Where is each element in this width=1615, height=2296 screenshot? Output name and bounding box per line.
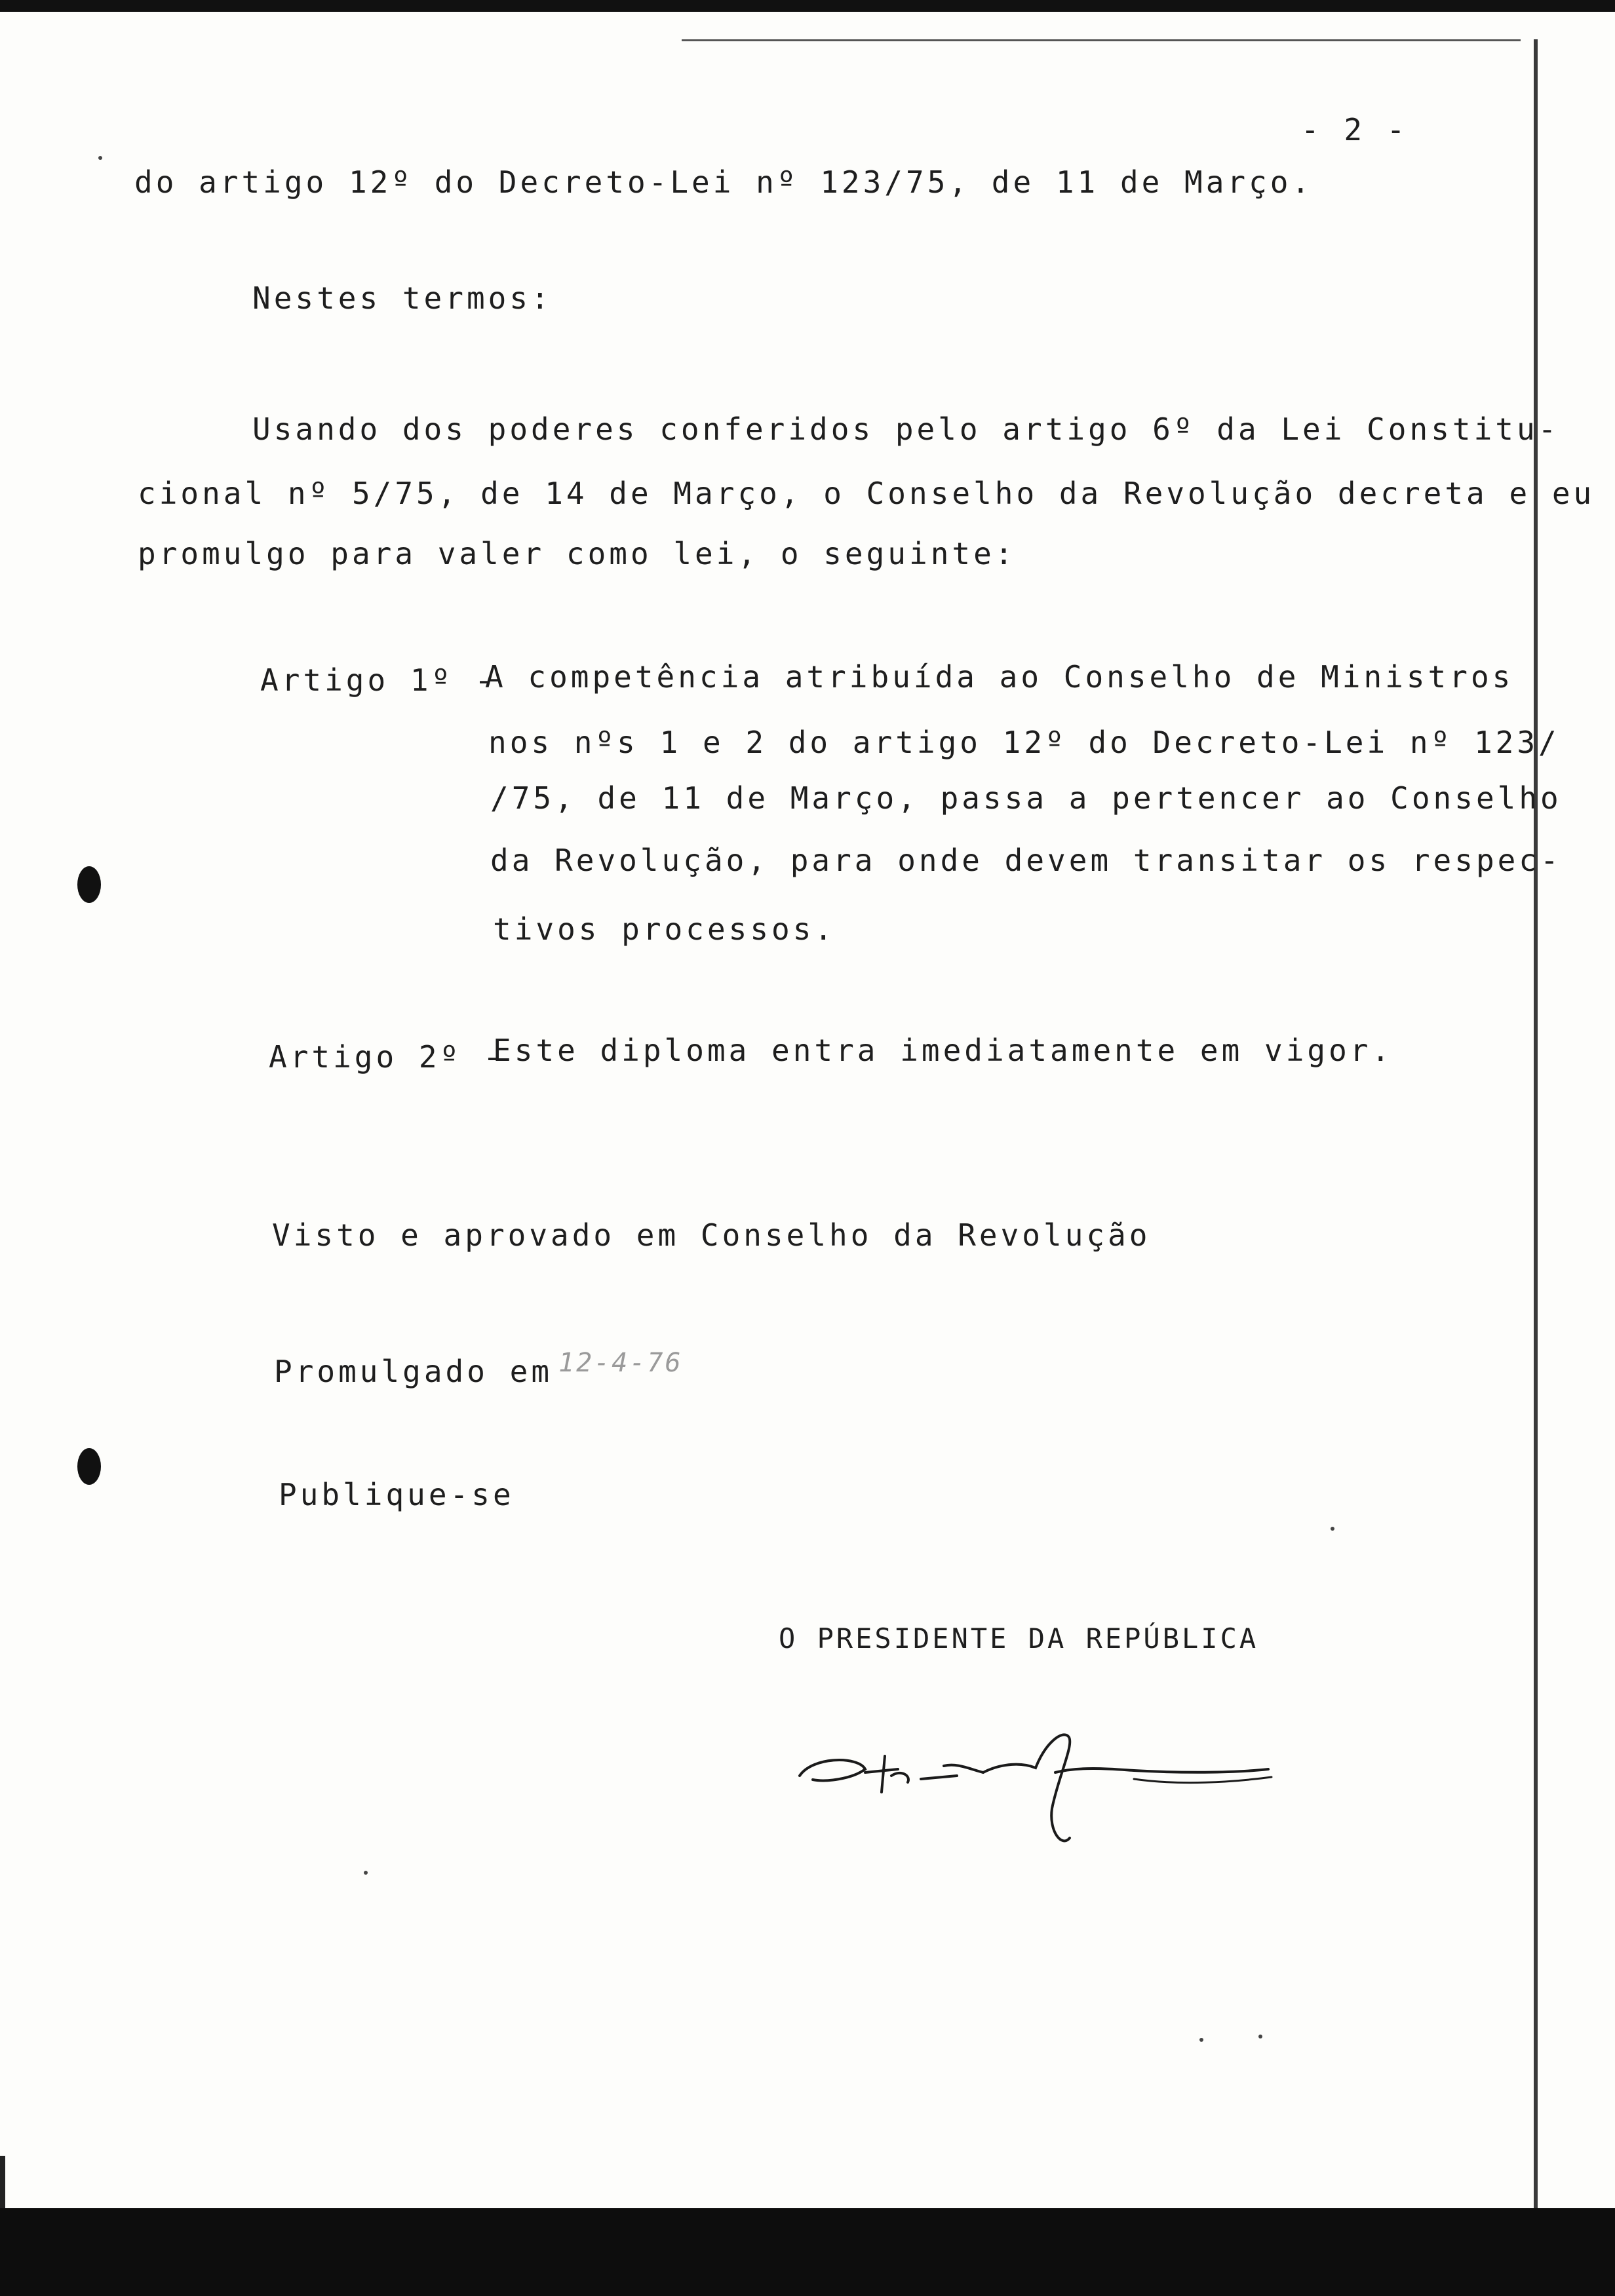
signatory-title: O PRESIDENTE DA REPÚBLICA — [779, 1622, 1259, 1655]
scan-speck — [98, 156, 102, 160]
scan-speck — [1331, 1527, 1334, 1531]
scan-border-bottom — [0, 2208, 1615, 2296]
article-2-label: Artigo 2º - — [269, 1039, 505, 1075]
scan-speck — [1258, 2035, 1262, 2038]
article-1-text-line: tivos processos. — [493, 911, 836, 947]
scan-rule-top — [682, 39, 1521, 41]
punch-hole-lower — [77, 1448, 101, 1485]
article-1-label: Artigo 1º - — [260, 662, 496, 698]
article-2-text-line: Este diploma entra imediatamente em vigor. — [493, 1033, 1393, 1068]
decree-line: cional nº 5/75, de 14 de Março, o Conselho da Revolução decreta e eu — [138, 476, 1595, 511]
scan-speck — [1199, 2038, 1203, 2042]
page-number: - 2 - — [1301, 112, 1409, 147]
scan-speck — [364, 1871, 368, 1875]
decree-line: Usando dos poderes conferidos pelo artigo 6º da Lei Constitu- — [252, 411, 1560, 447]
approval-statement: Visto e aprovado em Conselho da Revolução — [272, 1217, 1151, 1253]
preamble-first-line: do artigo 12º do Decreto-Lei nº 123/75, de 11 de Março. — [134, 164, 1313, 200]
intro-line: Nestes termos: — [252, 280, 553, 316]
article-1-text-line: A competência atribuída ao Conselho de Ministros — [485, 659, 1514, 695]
punch-hole-upper — [77, 866, 101, 903]
publication-order: Publique-se — [279, 1477, 515, 1512]
article-1-text-line: /75, de 11 de Março, passa a pertencer ao Conselho — [490, 780, 1562, 816]
signature — [787, 1717, 1285, 1861]
scan-border-right — [1534, 39, 1538, 2208]
decree-line: promulgo para valer como lei, o seguinte: — [138, 536, 1017, 571]
promulgation-date-stamp: 12-4-76 — [558, 1348, 683, 1378]
article-1-text-line: da Revolução, para onde devem transitar os respec- — [490, 843, 1562, 878]
scan-border-top — [0, 0, 1615, 12]
promulgation-label: Promulgado em — [274, 1354, 553, 1389]
article-1-text-line: nos nºs 1 e 2 do artigo 12º do Decreto-Lei nº 123/ — [488, 725, 1560, 760]
